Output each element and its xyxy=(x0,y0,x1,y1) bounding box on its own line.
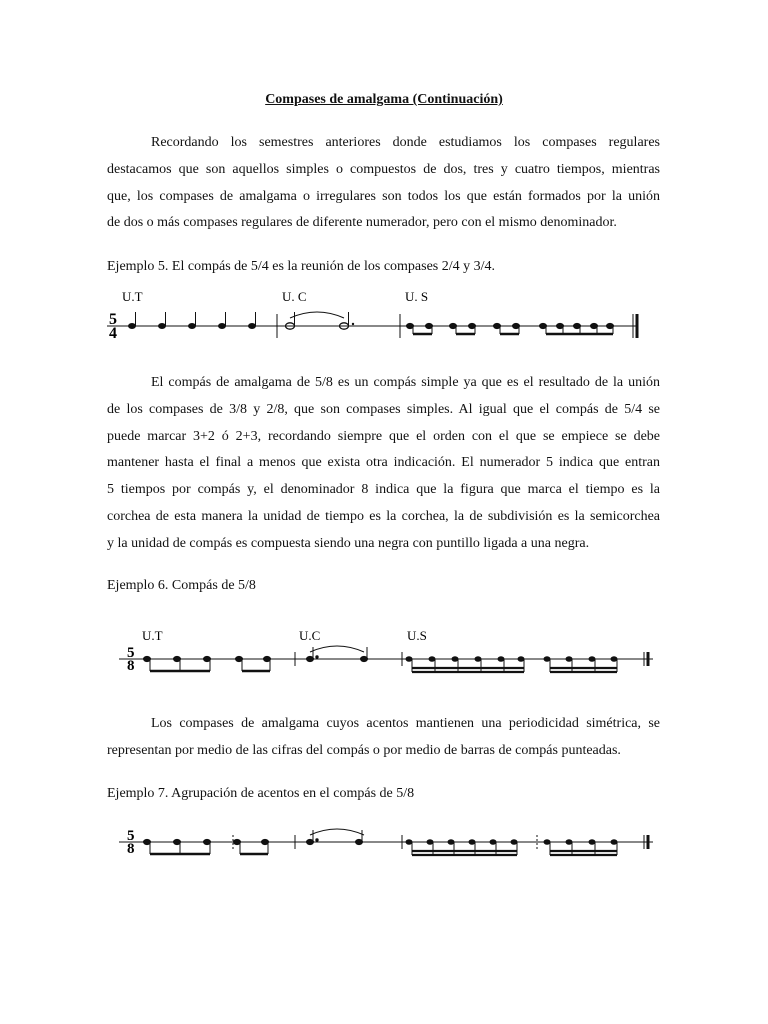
paragraph-line: que, los compases de amalgama o irregulares son todos los que están formados por la unión xyxy=(107,188,660,204)
page-title: Compases de amalgama (Continuación) xyxy=(265,92,503,107)
music-staff-5-8-accents xyxy=(107,815,660,885)
music-staff-5-8 xyxy=(107,622,660,692)
paragraph-line: representan por medio de las cifras del compás o por medio de barras de compás punteadas. xyxy=(107,742,621,758)
paragraph-2 xyxy=(107,370,660,558)
time-signature-top: 5 xyxy=(127,645,135,661)
paragraph-line: 5 tiempos por compás y, el denominador 8 indica que la figura que marca el tiempo es la xyxy=(107,482,660,498)
paragraph-line: y la unidad de compás es compuesta siendo una negra con puntillo ligada a una negra. xyxy=(107,535,590,551)
example-6-caption: Ejemplo 6. Compás de 5/8 xyxy=(107,578,256,593)
paragraph-line: Los compases de amalgama cuyos acentos mantienen una periodicidad simétrica, se xyxy=(151,716,660,731)
music-staff-5-4 xyxy=(107,284,660,354)
paragraph-3 xyxy=(107,711,660,765)
section-label-ut: U.T xyxy=(142,628,163,643)
example-5-notation xyxy=(107,284,660,354)
paragraph-line: El compás de amalgama de 5/8 es un compás simple ya que es el resultado de la unión xyxy=(151,375,660,390)
time-signature-bottom: 4 xyxy=(109,325,117,342)
example-7-notation xyxy=(107,815,660,885)
section-label-uc: U.C xyxy=(299,628,321,643)
quarter-note xyxy=(158,312,166,329)
paragraph-line: mantener hasta el final a menos que exista otra indicación. El numerador 5 indica que entran xyxy=(107,455,660,471)
paragraph-line: corchea de esta manera la unidad de tiempo es la corchea, la de subdivisión es la semicorchea xyxy=(107,508,660,524)
paragraph-line: destacamos que son aquellos simples o compuestos de dos, tres y cuatro tiempos, mientras xyxy=(107,161,660,177)
paragraph-line: de los compases de 3/8 y 2/8, que son compases simples. Al igual que el compás de 5/4 se xyxy=(107,401,660,417)
paragraph-line: de dos o más compases regulares de diferente numerador, pero con el mismo denominador. xyxy=(107,215,617,231)
section-label-uc: U. C xyxy=(282,289,307,304)
tied-half-notes xyxy=(286,312,355,329)
paragraph-line: Recordando los semestres anteriores donde estudiamos los compases regulares xyxy=(151,135,660,150)
quarter-note xyxy=(218,312,226,329)
paragraph-1 xyxy=(107,130,660,237)
time-signature-top: 5 xyxy=(109,311,117,328)
example-5-caption: Ejemplo 5. El compás de 5/4 es la reunión de los compases 2/4 y 3/4. xyxy=(107,259,496,274)
quarter-note xyxy=(188,312,196,329)
quarter-note xyxy=(248,312,256,329)
example-7-caption: Ejemplo 7. Agrupación de acentos en el compás de 5/8 xyxy=(107,786,415,801)
section-label-us: U.S xyxy=(407,628,427,643)
time-signature-bottom: 8 xyxy=(127,658,135,674)
quarter-note xyxy=(128,312,136,329)
time-signature-bottom: 8 xyxy=(127,841,135,857)
example-6-notation xyxy=(107,622,660,692)
section-label-us: U. S xyxy=(405,289,429,304)
time-signature-top: 5 xyxy=(127,828,135,844)
paragraph-line: puede marcar 3+2 ó 2+3, recordando siempre que el orden con el que se empiece se debe xyxy=(107,428,660,444)
section-label-ut: U.T xyxy=(122,289,143,304)
eighth-note-groups xyxy=(407,323,614,334)
